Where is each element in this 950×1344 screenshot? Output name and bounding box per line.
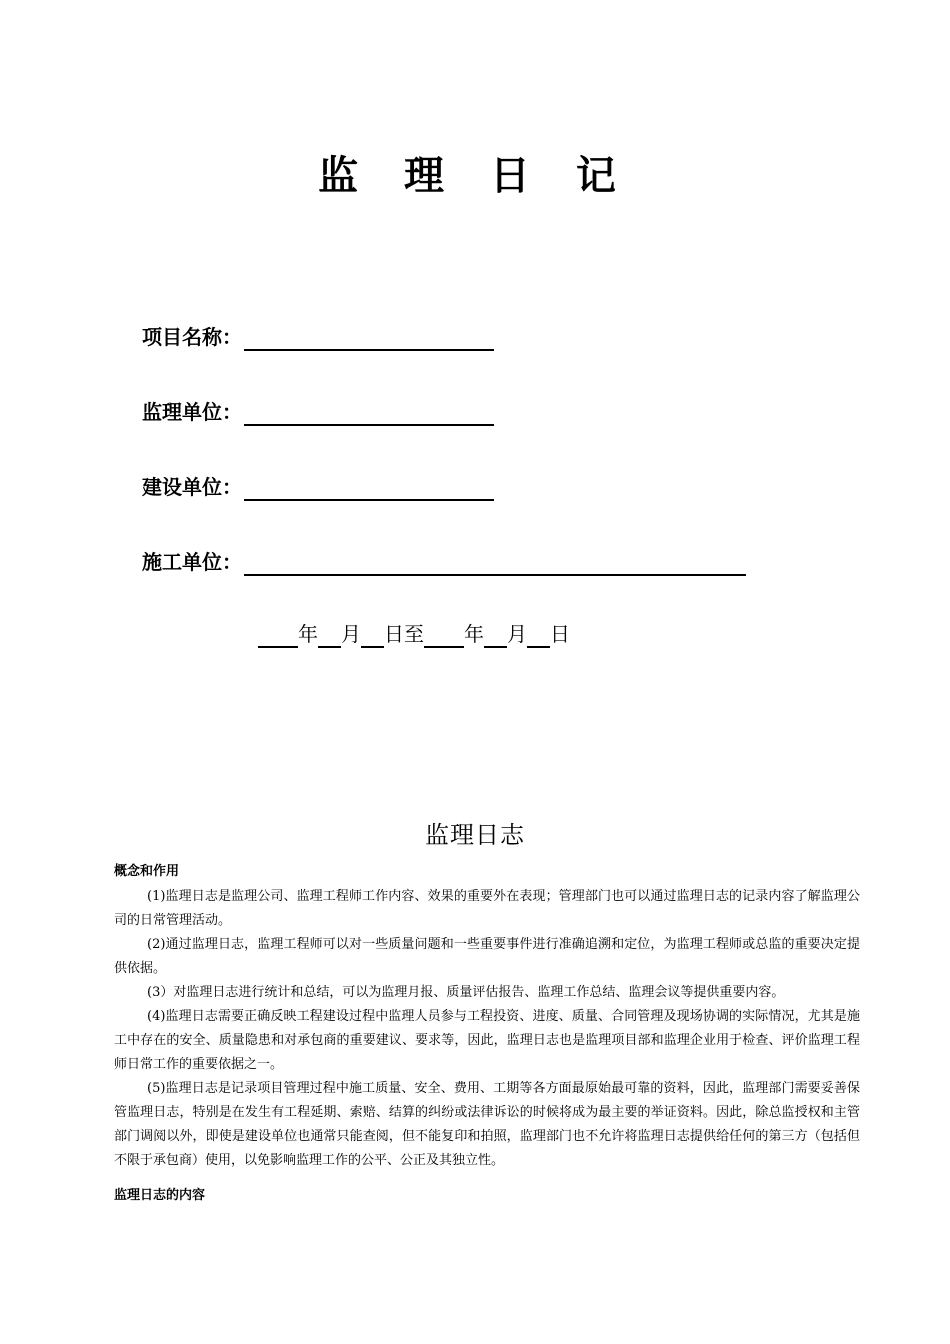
concept-body <box>114 885 860 1173</box>
start-month-label: 月 <box>341 622 361 646</box>
paragraph-1: (1)监理日志是监理公司、监理工程师工作内容、效果的重要外在表现；管理部门也可以通过监理日志的记录内容了解监理公司的日常管理活动。 <box>114 889 860 928</box>
content-heading: 监理日志的内容 <box>114 1188 206 1203</box>
supervision-unit-blank[interactable] <box>244 402 494 426</box>
supervision-unit-label: 监理单位： <box>142 400 242 424</box>
end-year-label: 年 <box>464 622 484 646</box>
page-title: 监 理 日 记 <box>318 153 632 199</box>
start-day-blank[interactable] <box>361 624 384 648</box>
start-month-blank[interactable] <box>318 624 341 648</box>
concept-heading: 概念和作用 <box>114 864 180 879</box>
construction-unit-label: 建设单位： <box>142 475 242 499</box>
contractor-unit-field <box>142 548 746 576</box>
paragraph-3: (3）对监理日志进行统计和总结，可以为监理月报、质量评估报告、监理工作总结、监理会议等提供重要内容。 <box>147 985 785 1000</box>
end-month-blank[interactable] <box>484 624 507 648</box>
paragraph-4: (4)监理日志需要正确反映工程建设过程中监理人员参与工程投资、进度、质量、合同管理及现场协调的实际情况，尤其是施工中存在的安全、质量隐患和对承包商的重要建议、要求等，因此，监理日志也是监理项目部和监理企业用于检查、评价监理工程师日常工作的重要依据之一。 <box>114 1009 860 1072</box>
date-range <box>258 620 570 648</box>
start-year-label: 年 <box>298 622 318 646</box>
end-day-blank[interactable] <box>527 624 550 648</box>
construction-unit-field <box>142 473 494 501</box>
project-name-field <box>142 323 494 351</box>
contractor-unit-label: 施工单位： <box>142 550 242 574</box>
start-day-label: 日至 <box>384 622 424 646</box>
start-year-blank[interactable] <box>258 624 298 648</box>
project-name-blank[interactable] <box>244 327 494 351</box>
construction-unit-blank[interactable] <box>244 477 494 501</box>
end-year-blank[interactable] <box>424 624 464 648</box>
paragraph-2: (2)通过监理日志，监理工程师可以对一些质量问题和一些重要事件进行准确追溯和定位，为监理工程师或总监的重要决定提供依据。 <box>114 937 860 976</box>
project-name-label: 项目名称： <box>142 325 242 349</box>
end-day-label: 日 <box>550 622 570 646</box>
contractor-unit-blank[interactable] <box>244 552 746 576</box>
supervision-unit-field <box>142 398 494 426</box>
paragraph-5: (5)监理日志是记录项目管理过程中施工质量、安全、费用、工期等各方面最原始最可靠的资料，因此，监理部门需要妥善保管监理日志，特别是在发生有工程延期、索赔、结算的纠纷或法律诉讼的时候将成为最主要的举证资料。因此，除总监授权和主管部门调阅以外，即使是建设单位也通常只能查阅，但不能复印和拍照，监理部门也不允许将监理日志提供给任何的第三方（包括但不限于承包商）使用，以免影响监理工作的公平、公正及其独立性。 <box>114 1081 860 1168</box>
section-title: 监理日志 <box>425 821 525 849</box>
end-month-label: 月 <box>507 622 527 646</box>
